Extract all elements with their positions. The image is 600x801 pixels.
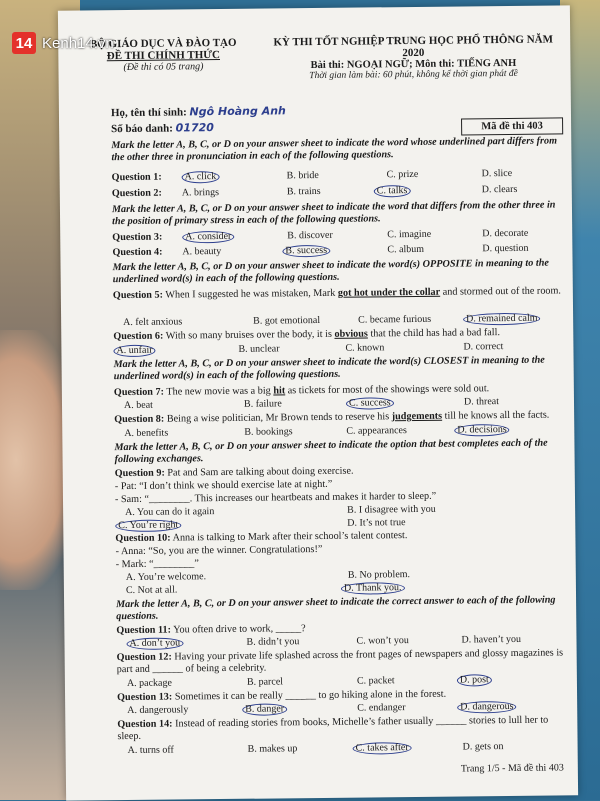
option: B. trains <box>286 185 321 198</box>
option: B. got emotional <box>253 314 321 327</box>
option: A. package <box>126 677 172 690</box>
answer-circled: C. You’re right <box>115 519 181 532</box>
option: A. You can do it again <box>125 506 215 519</box>
option: D. question <box>482 242 529 255</box>
option: C. prize <box>386 168 419 181</box>
option: B. I disagree with you <box>347 503 436 516</box>
logo-badge: 14 <box>12 32 36 54</box>
ministry-name: BỘ GIÁO DỤC VÀ ĐÀO TẠO <box>89 36 237 51</box>
option: C. imagine <box>387 228 432 241</box>
question-9-line-2: - Sam: “________. This increases our heartbeats and makes it harder to sleep.” <box>114 490 437 506</box>
underlined-phrase: obvious <box>334 328 368 340</box>
instruction-closest: Mark the letter A, B, C, or D on your answer sheet to indicate the word(s) CLOSEST in meaning to the underlined word(s) in each of the following questions. <box>113 354 545 383</box>
answer-circled: A. consider <box>182 231 234 244</box>
option: D. gets on <box>462 741 504 753</box>
question-label: Question 12: <box>116 651 172 664</box>
instruction-correct-answer: Mark the letter A, B, C, or D on your answer sheet to indicate the correct answer to each of the following questions. <box>116 594 556 623</box>
option: B. makes up <box>247 743 298 755</box>
option: B. unclear <box>238 343 280 355</box>
candidate-id-field <box>111 121 214 135</box>
question-label: Question 13: <box>117 691 173 704</box>
question-text: You often drive to work, _____? <box>173 623 306 636</box>
official-label: ĐỀ THI CHÍNH THỨC <box>106 49 221 63</box>
answer-circled: A. don’t you <box>126 637 183 650</box>
answer-circled: C. success <box>346 397 394 409</box>
option: C. became furious <box>358 313 432 326</box>
question-text: that the child has had a bad fall. <box>367 327 501 340</box>
exam-code: Mã đề thi 403 <box>461 117 563 135</box>
option: B. failure <box>243 398 282 410</box>
question-10-line-2: - Mark: “________” <box>115 558 199 571</box>
option: D. correct <box>463 341 504 353</box>
question-12-stem <box>117 647 567 676</box>
question-3 <box>112 227 562 244</box>
question-label: Question 11: <box>116 624 172 637</box>
candidate-name-value: Ngô Hoàng Anh <box>189 104 286 119</box>
logo-text: Kenh14.vn <box>42 34 114 52</box>
option: A. beauty <box>182 246 222 258</box>
option: C. appearances <box>346 425 407 437</box>
exam-time: Thời gian làm bài: 60 phút, không kể thời gian phát đề <box>309 68 518 82</box>
question-label: Question 9: <box>114 467 165 480</box>
answer-circled: D. remained calm <box>463 313 540 326</box>
page-count: (Đề thi có 05 trang) <box>123 61 204 74</box>
exam-paper <box>58 5 578 800</box>
exam-title: KỲ THI TỐT NGHIỆP TRUNG HỌC PHỔ THÔNG NĂM 2020 <box>273 33 554 60</box>
question-text: Being a wise politician, Mr Brown tends to reserve his <box>166 411 392 425</box>
question-label: Question 3: <box>112 231 163 244</box>
question-text: The new movie was a big <box>166 385 274 398</box>
option: D. threat <box>463 396 500 408</box>
question-1 <box>112 167 562 184</box>
question-label: Question 10: <box>115 532 171 545</box>
question-text: With so many bruises over the body, it is <box>165 328 335 342</box>
option: D. decorate <box>482 227 529 240</box>
option: B. bookings <box>244 426 293 438</box>
option: B. parcel <box>246 676 284 688</box>
option: A. brings <box>181 187 220 199</box>
option: A. You’re welcome. <box>125 571 207 584</box>
option: C. album <box>387 243 425 256</box>
option: C. endanger <box>357 702 406 714</box>
question-label: Question 4: <box>112 246 163 259</box>
option: C. won’t you <box>356 635 409 647</box>
underlined-phrase: judgements <box>391 410 443 423</box>
candidate-name-field <box>111 104 286 119</box>
question-text: Instead of reading stories from books, Michelle’s father usually ______ stories to lull her to sleep. <box>117 714 549 743</box>
question-text: Sometimes it can be really ______ to go hiking alone in the forest. <box>174 688 447 703</box>
option: B. bride <box>286 169 319 182</box>
answer-circled: D. Thank you. <box>341 582 405 595</box>
question-text: and stormed out of the room. <box>440 285 562 298</box>
candidate-name-label: Họ, tên thí sinh: <box>110 106 187 120</box>
option: A. felt anxious <box>123 316 183 329</box>
exam-subject: Bài thi: NGOẠI NGỮ; Môn thi: TIẾNG ANH <box>310 57 517 72</box>
option: A. turns off <box>127 744 174 757</box>
option: B. didn’t you <box>246 636 300 648</box>
instruction-opposite: Mark the letter A, B, C, or D on your answer sheet to indicate the word(s) OPPOSITE in meaning to the underlined word(s) in each of the following questions. <box>112 257 549 286</box>
question-10-line-1: - Anna: “So, you are the winner. Congratulations!” <box>115 543 323 558</box>
question-label: Question 6: <box>113 330 164 343</box>
watermark-logo <box>12 32 114 54</box>
option: C. Not at all. <box>125 584 178 597</box>
option: C. known <box>345 342 385 354</box>
header-right <box>263 33 563 81</box>
instruction-stress: Mark the letter A, B, C, or D on your answer sheet to indicate the word that differs from the other three in the position of primary stress in each of the following questions. <box>111 199 556 228</box>
question-label: Question 8: <box>114 413 165 426</box>
question-9-line-1: - Pat: “I don’t think we should exercise late at night.” <box>114 478 333 493</box>
question-label: Question 5: <box>112 289 164 302</box>
answer-circled: D. dangerous <box>457 701 516 714</box>
question-text: Pat and Sam are talking about doing exercise. <box>167 465 354 479</box>
instruction-pronunciation: Mark the letter A, B, C, or D on your answer sheet to indicate the word whose underlined part differs from the other three in pronunciation in each of the following questions. <box>111 135 558 164</box>
question-text: Anna is talking to Mark after their school’s talent contest. <box>172 530 408 544</box>
candidate-id-value: 01720 <box>175 121 214 135</box>
underlined-phrase: got hot under the collar <box>337 286 441 299</box>
option: D. slice <box>481 167 513 180</box>
question-text: Having your private life splashed across the front pages of newspapers and glossy magazines is part and ______ of being a celebrity. <box>116 647 564 676</box>
option: A. benefits <box>124 427 169 440</box>
option: B. discover <box>287 229 333 242</box>
page-footer: Trang 1/5 - Mã đề thi 403 <box>460 762 564 775</box>
answer-circled: D. post <box>457 674 492 686</box>
question-label: Question 2: <box>111 187 162 200</box>
question-text: till he knows all the facts. <box>442 409 550 422</box>
question-5-stem <box>113 285 563 302</box>
question-label: Question 7: <box>113 386 165 399</box>
answer-circled: B. success <box>282 245 330 257</box>
option: C. packet <box>356 675 395 687</box>
option: D. It’s not true <box>347 517 406 529</box>
answer-circled: C. takes after <box>353 742 412 755</box>
answer-circled: B. danger <box>242 703 287 715</box>
answer-circled: C. talks <box>374 185 411 197</box>
question-14-stem <box>117 714 567 743</box>
question-4 <box>112 242 562 259</box>
question-2 <box>112 183 562 200</box>
option: A. dangerously <box>127 704 189 717</box>
question-text: When I suggested he was mistaken, Mark <box>165 287 338 301</box>
question-label: Question 14: <box>117 718 173 731</box>
option: A. beat <box>123 399 153 412</box>
question-5-options <box>113 312 563 329</box>
option: D. haven’t you <box>461 633 522 646</box>
option: B. No problem. <box>347 569 411 581</box>
answer-circled: D. decisions <box>454 424 510 437</box>
instruction-exchanges: Mark the letter A, B, C, or D on your answer sheet to indicate the option that best completes each of the following exchanges. <box>114 437 548 466</box>
answer-circled: A. click <box>182 171 220 183</box>
question-label: Question 1: <box>111 171 162 184</box>
underlined-phrase: hit <box>273 385 286 397</box>
candidate-id-label: Số báo danh: <box>111 122 173 136</box>
question-text: as tickets for most of the showings were sold out. <box>285 383 490 397</box>
option: D. clears <box>481 183 518 196</box>
answer-circled: A. unfair <box>113 345 155 357</box>
